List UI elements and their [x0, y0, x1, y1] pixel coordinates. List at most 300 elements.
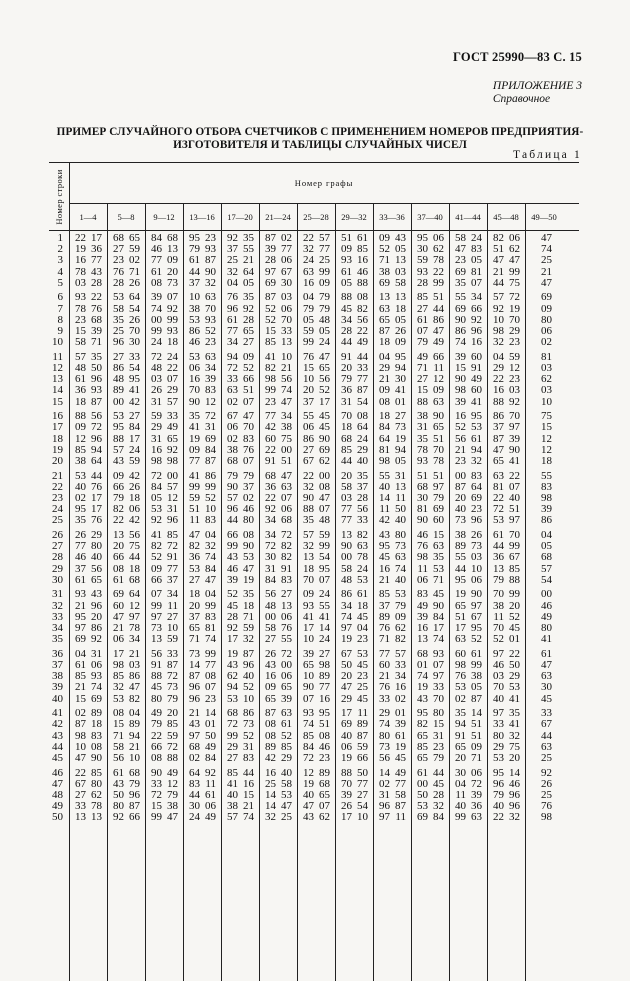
table-cell: 08: [91, 740, 102, 753]
table-cell: 52: [243, 681, 254, 694]
table-cell: 35: [417, 432, 428, 445]
table-cell: 56: [379, 752, 390, 764]
row-number: 2: [57, 243, 63, 256]
table-cell: 46: [493, 659, 504, 671]
table-cell: 65: [417, 752, 428, 764]
table-cell: 89: [319, 766, 330, 779]
table-cell: 22: [509, 647, 520, 660]
table-cell: 07: [167, 291, 178, 304]
table-cell: 95: [471, 410, 482, 423]
table-cell: 97: [151, 610, 162, 623]
table-cell: 68: [227, 707, 238, 720]
table-cell: 12: [205, 395, 216, 408]
column-divider: [259, 229, 260, 981]
table-cell: 41: [303, 610, 314, 623]
table-cell: 94: [395, 443, 406, 456]
table-cell: 59: [303, 325, 314, 337]
table-cell: 82: [281, 551, 292, 564]
table-cell: 61: [357, 588, 368, 601]
table-cell: 45: [395, 752, 406, 764]
table-cell: 59: [189, 492, 200, 504]
table-cell: 89: [319, 670, 330, 683]
table-cell: 11: [417, 562, 428, 575]
table-cell: 41: [319, 610, 330, 623]
table-cell: 28: [243, 313, 254, 326]
table-cell: 53: [357, 573, 368, 586]
table-cell: 93: [433, 647, 444, 660]
row-number: 9: [57, 325, 63, 337]
table-cell: 44: [433, 766, 444, 779]
table-cell: 65: [433, 421, 444, 434]
table-cell: 20: [167, 707, 178, 720]
table-cell: 47: [243, 410, 254, 423]
table-cell: 21: [75, 599, 86, 612]
table-cell: 15: [417, 384, 428, 397]
table-cell: 07: [417, 325, 428, 337]
table-cell: 50: [417, 789, 428, 801]
table-cell: 83: [243, 752, 254, 764]
table-cell: 45: [379, 551, 390, 564]
table-cell: 50: [509, 659, 520, 671]
table-cell: 44: [227, 514, 238, 527]
table-cell: 47: [281, 395, 292, 408]
table-cell: 18: [379, 410, 390, 423]
table-cell: 06: [341, 740, 352, 753]
table-cell: 34: [281, 410, 292, 423]
table-cell: 92: [243, 302, 254, 315]
table-cell: 96: [227, 302, 238, 315]
row-number: 40: [52, 692, 63, 705]
table-cell: 82: [189, 540, 200, 553]
table-cell: 77: [281, 243, 292, 256]
table-cell: 80: [395, 529, 406, 541]
table-cell: 24: [357, 562, 368, 575]
table-cell: 61: [493, 529, 504, 541]
table-cell: 18: [91, 718, 102, 731]
table-cell: 69: [91, 692, 102, 705]
row-number: 25: [52, 514, 63, 527]
table-cell: 90: [341, 540, 352, 553]
table-cell: 94: [455, 718, 466, 731]
table-cell: 34: [227, 336, 238, 349]
table-cell: 08: [357, 410, 368, 423]
table-cell: 65: [455, 599, 466, 612]
table-cell: 97: [129, 610, 140, 623]
table-cell: 07: [319, 573, 330, 586]
table-cell: 71: [471, 752, 482, 764]
table-cell: 19: [395, 740, 406, 753]
page-header: ГОСТ 25990—83 С. 15: [453, 50, 582, 64]
table-cell: 41: [265, 350, 276, 363]
table-cell: 01: [395, 395, 406, 408]
table-cell: 86: [455, 325, 466, 337]
table-cell: 84: [265, 573, 276, 586]
table-cell: 47: [243, 562, 254, 575]
column-header: 45—48: [493, 212, 519, 222]
table-cell: 09: [189, 443, 200, 456]
row-number: 15: [52, 395, 63, 408]
table-cell: 95: [493, 766, 504, 779]
table-cell: 07: [151, 588, 162, 601]
table-cell: 47: [493, 443, 504, 456]
table-cell: 61: [417, 313, 428, 326]
table-cell: 25: [541, 752, 552, 764]
table-cell: 79: [433, 492, 444, 504]
table-cell: 84: [129, 421, 140, 434]
table-cell: 28: [357, 492, 368, 504]
table-cell: 41: [189, 421, 200, 434]
column-divider: [297, 229, 298, 981]
table-cell: 22: [493, 492, 504, 504]
appendix-title: ПРИЛОЖЕНИЕ 3: [492, 80, 582, 92]
table-cell: 68: [417, 647, 428, 660]
table-cell: 11: [357, 707, 368, 720]
table-cell: 43: [417, 692, 428, 705]
table-cell: 98: [167, 455, 178, 467]
table-cell: 72: [167, 670, 178, 683]
table-cell: 10: [471, 562, 482, 575]
table-cell: 72: [227, 718, 238, 731]
table-cell: 82: [129, 692, 140, 705]
table-cell: 83: [205, 514, 216, 527]
table-cell: 99: [455, 811, 466, 824]
table-cell: 40: [493, 692, 504, 705]
table-cell: 22: [493, 373, 504, 386]
table-cell: 08: [265, 729, 276, 742]
table-cell: 46: [243, 503, 254, 516]
table-cell: 99: [319, 540, 330, 553]
table-cell: 99: [205, 480, 216, 493]
table-cell: 59: [509, 350, 520, 363]
table-cell: 48: [319, 514, 330, 527]
table-cell: 34: [205, 362, 216, 374]
table-cell: 56: [357, 313, 368, 326]
table-cell: 73: [379, 740, 390, 753]
table-cell: 09: [379, 384, 390, 397]
table-cell: 61: [75, 373, 86, 386]
table-cell: 93: [417, 265, 428, 278]
table-cell: 33: [395, 659, 406, 671]
table-cell: 16: [471, 336, 482, 349]
table-cell: 13: [395, 291, 406, 304]
table-cell: 77: [341, 514, 352, 527]
table-cell: 72: [303, 752, 314, 764]
row-number: 37: [52, 659, 63, 671]
table-cell: 62: [541, 373, 552, 386]
table-cell: 80: [541, 622, 552, 634]
table-cell: 38: [493, 599, 504, 612]
table-cell: 38: [227, 443, 238, 456]
table-cell: 13: [113, 529, 124, 541]
table-cell: 85: [417, 291, 428, 304]
table-cell: 63: [379, 302, 390, 315]
table-cell: 31: [433, 729, 444, 742]
table-cell: 68: [541, 551, 552, 564]
table-cell: 88: [167, 752, 178, 764]
row-number: 28: [52, 551, 63, 564]
table-cell: 11: [379, 503, 390, 516]
table-cell: 95: [379, 540, 390, 553]
table-cell: 90: [455, 373, 466, 386]
table-cell: 99: [319, 265, 330, 278]
table-cell: 13: [341, 529, 352, 541]
table-cell: 27: [113, 243, 124, 256]
table-cell: 21: [189, 707, 200, 720]
table-cell: 49: [205, 740, 216, 753]
table-cell: 16: [417, 622, 428, 634]
table-cell: 34: [341, 599, 352, 612]
table-cell: 40: [243, 670, 254, 683]
table-cell: 48: [319, 313, 330, 326]
table-cell: 47: [319, 350, 330, 363]
table-cell: 52: [243, 362, 254, 374]
table-cell: 62: [433, 243, 444, 256]
table-cell: 68: [281, 514, 292, 527]
table-cell: 22: [167, 362, 178, 374]
table-cell: 82: [357, 529, 368, 541]
table-cell: 10: [303, 670, 314, 683]
table-cell: 04: [357, 622, 368, 634]
table-cell: 58: [265, 622, 276, 634]
table-cell: 79: [319, 291, 330, 304]
table-cell: 16: [493, 384, 504, 397]
table-cell: 15: [75, 325, 86, 337]
table-cell: 40: [455, 800, 466, 813]
table-cell: 16: [151, 443, 162, 456]
table-cell: 80: [433, 707, 444, 720]
table-cell: 47: [281, 800, 292, 813]
table-cell: 85: [91, 766, 102, 779]
table-cell: 37: [379, 599, 390, 612]
table-cell: 12: [541, 443, 552, 456]
table-cell: 70: [129, 325, 140, 337]
table-cell: 30: [541, 681, 552, 694]
table-cell: 09: [379, 232, 390, 244]
table-cell: 87: [75, 718, 86, 731]
table-cell: 08: [265, 718, 276, 731]
table-cell: 04: [379, 350, 390, 363]
table-cell: 39: [417, 610, 428, 623]
table-cell: 04: [129, 707, 140, 720]
table-cell: 99: [205, 599, 216, 612]
table-cell: 10: [167, 622, 178, 634]
table-cell: 26: [341, 800, 352, 813]
table-cell: 23: [205, 336, 216, 349]
table-cell: 24: [319, 588, 330, 601]
table-cell: 13: [167, 243, 178, 256]
table-cell: 53: [509, 681, 520, 694]
table-cell: 78: [129, 622, 140, 634]
table-cell: 18: [129, 562, 140, 575]
table-cell: 69: [455, 265, 466, 278]
row-number: 17: [52, 421, 63, 434]
table-cell: 51: [471, 729, 482, 742]
table-cell: 06: [281, 670, 292, 683]
table-cell: 66: [113, 551, 124, 564]
table-cell: 92: [151, 514, 162, 527]
table-cell: 20: [341, 670, 352, 683]
row-number: 48: [52, 789, 63, 801]
table-cell: 63: [281, 480, 292, 493]
column-header: 29—32: [341, 212, 367, 222]
table-cell: 77: [319, 681, 330, 694]
table-cell: 80: [493, 729, 504, 742]
table-cell: 44: [243, 766, 254, 779]
table-cell: 41: [509, 692, 520, 705]
table-cell: 53: [493, 514, 504, 527]
table-cell: 88: [113, 432, 124, 445]
table-cell: 38: [471, 670, 482, 683]
table-cell: 97: [493, 647, 504, 660]
row-number: 6: [57, 291, 63, 304]
table-cell: 29: [509, 325, 520, 337]
table-cell: 43: [91, 265, 102, 278]
table-cell: 96: [471, 514, 482, 527]
table-cell: 30: [417, 492, 428, 504]
table-cell: 04: [227, 276, 238, 289]
header-column-divider: [183, 204, 184, 230]
table-cell: 36: [471, 800, 482, 813]
table-cell: 31: [265, 562, 276, 575]
table-cell: 39: [151, 291, 162, 304]
table-cell: 96: [91, 599, 102, 612]
table-cell: 40: [75, 480, 86, 493]
table-cell: 40: [227, 789, 238, 801]
table-cell: 37: [303, 395, 314, 408]
table-cell: 88: [493, 395, 504, 408]
table-cell: 63: [471, 811, 482, 824]
table-cell: 80: [91, 540, 102, 553]
table-cell: 83: [417, 588, 428, 601]
table-cell: 06: [433, 232, 444, 244]
table-cell: 16: [357, 254, 368, 267]
table-cell: 55: [455, 551, 466, 564]
table-cell: 53: [471, 421, 482, 434]
table-cell: 05: [319, 325, 330, 337]
table-cell: 87: [205, 254, 216, 267]
table-cell: 86: [243, 707, 254, 720]
table-cell: 17: [113, 647, 124, 660]
table-cell: 23: [75, 313, 86, 326]
table-cell: 27: [417, 373, 428, 386]
table-cell: 91: [455, 729, 466, 742]
table-cell: 70: [493, 622, 504, 634]
table-cell: 02: [75, 492, 86, 504]
table-cell: 52: [509, 610, 520, 623]
table-cell: 20: [509, 752, 520, 764]
table-cell: 87: [265, 232, 276, 244]
table-cell: 15: [113, 718, 124, 731]
table-cell: 78: [417, 443, 428, 456]
table-cell: 10: [303, 373, 314, 386]
table-cell: 27: [129, 410, 140, 423]
table-cell: 25: [541, 254, 552, 267]
appendix-subtitle: Справочное: [492, 93, 551, 105]
table-cell: 22: [75, 232, 86, 244]
table-cell: 57: [395, 647, 406, 660]
table-cell: 32: [243, 633, 254, 646]
table-cell: 39: [341, 789, 352, 801]
table-cell: 76: [281, 622, 292, 634]
table-cell: 15: [455, 362, 466, 374]
table-cell: 08: [113, 707, 124, 720]
table-cell: 79: [167, 692, 178, 705]
table-cell: 35: [455, 707, 466, 720]
table-cell: 22: [265, 443, 276, 456]
table-cell: 21: [379, 573, 390, 586]
table-cell: 81: [205, 622, 216, 634]
table-cell: 91: [151, 659, 162, 671]
table-cell: 45: [341, 302, 352, 315]
table-cell: 55: [281, 633, 292, 646]
table-cell: 10: [205, 503, 216, 516]
table-cell: 96: [509, 789, 520, 801]
table-cell: 20: [303, 384, 314, 397]
table-cell: 95: [113, 421, 124, 434]
table-cell: 61: [75, 659, 86, 671]
table-cell: 18: [395, 302, 406, 315]
table-cell: 12: [129, 599, 140, 612]
table-cell: 40: [493, 800, 504, 813]
table-cell: 19: [303, 777, 314, 790]
table-cell: 65: [319, 789, 330, 801]
table-cell: 92: [91, 633, 102, 646]
table-cell: 70: [509, 410, 520, 423]
table-cell: 23: [433, 740, 444, 753]
table-cell: 40: [395, 573, 406, 586]
table-cell: 95: [319, 707, 330, 720]
table-cell: 98: [493, 325, 504, 337]
table-cell: 33: [151, 777, 162, 790]
table-cell: 27: [395, 410, 406, 423]
table-cell: 63: [205, 291, 216, 304]
table-cell: 02: [227, 432, 238, 445]
column-header: 49—50: [531, 212, 557, 222]
table-cell: 85: [357, 243, 368, 256]
table-cell: 35: [357, 469, 368, 482]
table-cell: 56: [281, 373, 292, 386]
table-cell: 69: [379, 276, 390, 289]
table-cell: 83: [189, 777, 200, 790]
table-cell: 56: [151, 647, 162, 660]
table-cell: 55: [243, 243, 254, 256]
table-cell: 85: [75, 443, 86, 456]
table-cell: 99: [303, 336, 314, 349]
table-cell: 08: [243, 529, 254, 541]
table-cell: 93: [91, 384, 102, 397]
table-cell: 82: [281, 540, 292, 553]
table-cell: 51: [493, 243, 504, 256]
table-cell: 75: [509, 740, 520, 753]
table-cell: 33: [357, 514, 368, 527]
row-number: 46: [52, 766, 63, 779]
table-cell: 72: [509, 291, 520, 304]
table-cell: 67: [303, 455, 314, 467]
table-cell: 66: [129, 811, 140, 824]
table-cell: 82: [395, 633, 406, 646]
table-cell: 18: [303, 562, 314, 575]
table-cell: 21: [243, 800, 254, 813]
table-cell: 72: [167, 540, 178, 553]
table-cell: 90: [189, 395, 200, 408]
table-cell: 87: [265, 707, 276, 720]
table-cell: 47: [541, 276, 552, 289]
table-cell: 90: [91, 752, 102, 764]
table-cell: 11: [205, 777, 216, 790]
table-cell: 63: [227, 384, 238, 397]
table-cell: 39: [455, 395, 466, 408]
table-cell: 99: [151, 599, 162, 612]
